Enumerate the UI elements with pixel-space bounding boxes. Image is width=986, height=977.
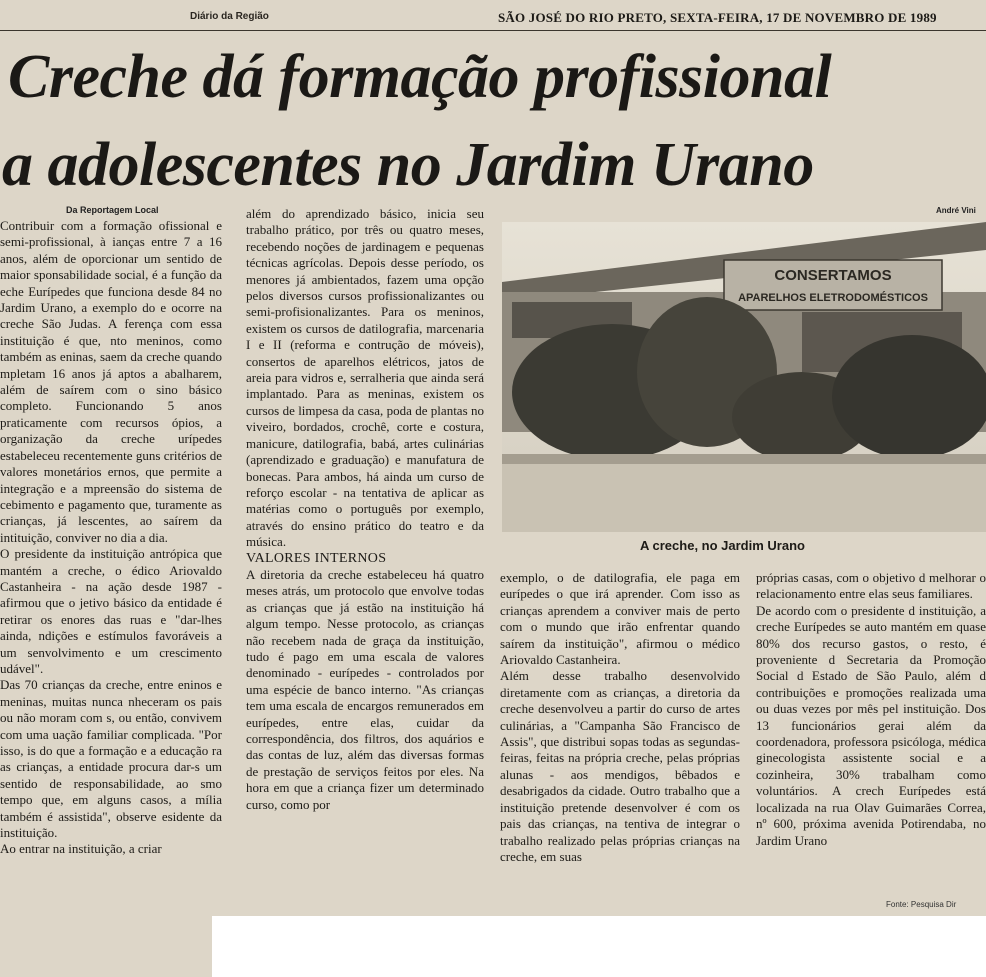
paragraph: Contribuir com a formação ofissional e semi-profissional, à ianças entre 7 a 16 anos, além de oporcionar um sentido de maior sponsabilidade social, é a função da eche Eurípedes que funciona desde 84 no Jardim Urano, a exemplo do e ocorre na creche São Judas. A ferença com essa instituição é que, nto meninos, como também as eninas, saem da creche quando mpletam 16 anos já aptos a abalharem, além de saírem com o sino básico completo. Funcionando 5 anos praticamente com recursos ópios, a organização da creche urípedes estabeleceu recentemente guns critérios de valores monetários ernos, que permite a integração e a mpreensão do sistema de cebimento e pagamento que, turamente as crianças, já lescentes, ao saírem da intituição, conviver no dia a dia.: [0, 218, 222, 545]
headline-line-2: a adolescentes no Jardim Urano: [2, 131, 814, 199]
photo-caption: A creche, no Jardim Urano: [640, 538, 805, 553]
sign-text-line-2: APARELHOS ELETRODOMÉSTICOS: [738, 292, 928, 304]
article-column-3: [500, 570, 740, 890]
paragraph: Das 70 crianças da creche, entre eninos e meninas, muitas nunca nheceram os pais ou não moram com s, ou então, convivem com uma uação familiar complicada. "Por isso, is do que a formação e a educação ra as crianças, a entidade procura dar-s um sentido de responsabilidade, ao smo tempo que, em alguns casos, a mília também é assistida", observe esidente da instituição.: [0, 677, 222, 841]
paragraph: próprias casas, com o objetivo d melhorar o relacionamento entre elas seus familiares.: [756, 570, 986, 602]
article-column-1: [0, 218, 222, 958]
source-note: Fonte: Pesquisa Dir: [886, 900, 957, 909]
sign-text-line-1: CONSERTAMOS: [774, 267, 892, 284]
photo-credit: André Vini: [936, 206, 976, 215]
paragraph: A diretoria da creche estabeleceu há quatro meses atrás, um protocolo que envolve todas as crianças que já estão na instituição há algum tempo. Nesse protocolo, as crianças não recebem nada de graça da instituição, tudo é pago em uma escala de valores denominado - eurípedes - controlados por uma espécie de banco interno. "As crianças tem uma escala de encargos remunerados em eurípedes, entre elas, cuidar da correspondência, dos filtros, dos aquários e das contas de luz, além das diversas formas de prestação de serviços feitos por eles. Na hora em que a criança fizer um determinado curso, como por: [246, 566, 484, 812]
creche-photo: [502, 222, 986, 532]
article-column-4: [756, 570, 986, 890]
section-subhead: VALORES INTERNOS: [246, 550, 387, 566]
paragraph: exemplo, o de datilografia, ele paga em eurípedes o que irá aprender. Com isso as crianças aprendem a conviver mais de perto com o mundo que irão enfrentar quando saírem da instituição", afirmou o médico Ariovaldo Castanheira.: [500, 570, 740, 668]
paragraph: De acordo com o presidente d instituição, a creche Eurípedes se auto mantém em quase 80% dos recurso gastos, o resto, é proveniente d Secretaria da Promoção Social d Estado de São Paulo, além d contribuições e promoções realizada uma ou duas vezes por mês pel instituição. Dos 13 funcionários gerai além da coordenadora, professora psicóloga, médica ginecologista assistente social e a cozinheira, 30% trabalham como voluntários. A crech Eurípedes está localizada na rua Olav Guimarães Correa, nº 600, próxima avenida Potirendaba, no Jardim Urano: [756, 602, 986, 848]
creche-photo-image: [502, 222, 986, 532]
blank-scan-area: [212, 916, 986, 977]
byline: Da Reportagem Local: [66, 205, 159, 215]
paragraph: Ao entrar na instituição, a criar: [0, 841, 162, 857]
paragraph: Além desse trabalho desenvolvido diretamente com as crianças, a diretoria da creche desenvolveu a partir do curso de artes culinárias, a "Campanha São Francisco de Assis", que distribui sopas todas as segundas-feiras, feitas na própria creche, pelas próprias alunas - aos mendigos, bêbados e desabrigados da cidade. Outro trabalho que a instituição pretende desenvolver é com os pais das crianças, na tentiva de integrar o trabalho realizado pelas próprias crianças na creche, em suas: [500, 668, 740, 864]
paragraph: O presidente da instituição antrópica que mantém a creche, o édico Ariovaldo Castanheira - na ação desde 1987 - afirmou que o jetivo básico da entidade é retirar os enores das ruas e "dar-lhes ainda, ndições e estímulos favoráveis a um senvolvimento e um crescimento udável".: [0, 546, 222, 676]
headline-line-1: Creche dá formação profissional: [8, 43, 832, 111]
article-column-2: [246, 206, 484, 896]
newspaper-name: Diário da Região: [190, 11, 269, 22]
paragraph: além do aprendizado básico, inicia seu trabalho prático, por três ou quatro meses, recebendo noções de jardinagem e pequenas técnicas agrícolas. Depois desse período, os menores já ambientados, fazem uma opção pelos diversos cursos profissionalizantes ou semi-profisionalizantes. Para os meninos, existem os cursos de datilografia, marcenaria I e II (reforma e contrução de móveis), consertos de aparelhos elétricos, jatos de areia para vidros e, serralheria que ainda será implantado. Para as meninas, existem os cursos de limpesa da casa, poda de plantas no viveiro, bordados, crochê, corte e costura, manicure, datilografia, babá, artes culinárias (aprendizado e graduação) e manufatura de bonecas. Para ambos, há ainda um curso de reforço escolar - na tentativa de aplicar as matérias como o português por exemplo, através do ensino prático do teatro e da música.: [246, 206, 484, 550]
dateline: SÃO JOSÉ DO RIO PRETO, SEXTA-FEIRA, 17 DE NOVEMBRO DE 1989: [498, 10, 937, 25]
